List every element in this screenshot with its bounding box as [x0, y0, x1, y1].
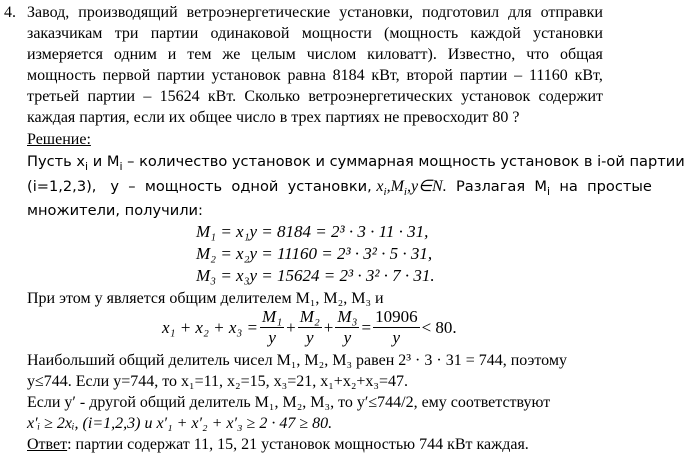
word: ветроэнергетические	[186, 4, 331, 21]
equation-m1: M₁ = x₁y = 8184 = 2³ · 3 · 11 · 31,	[196, 222, 429, 241]
word: установок	[461, 88, 531, 105]
word: кВт.	[207, 88, 237, 105]
y-case-line: y≤744. Если y=744, то x₁=11, x₂=15, x₃=21, x₁+x₂+x₃=47.	[27, 373, 409, 390]
word: равна	[287, 67, 326, 84]
word: –	[143, 88, 152, 105]
word: установок	[211, 67, 281, 84]
word: (мощность	[384, 25, 459, 42]
problem-line-6: каждая партия, если их общее число в трех партиях не превосходит 80 ?	[27, 109, 520, 126]
word: одинаковой	[210, 25, 290, 42]
problem-line-4	[27, 66, 603, 85]
word: Завод,	[27, 4, 70, 21]
answer-line	[27, 435, 529, 454]
word: три	[114, 25, 139, 42]
other-divisor-line-2: x′ᵢ ≥ 2xᵢ, (i=1,2,3) и x′₁ + x′₂ + x′₃ ≥ 2 · 47 ≥ 80.	[27, 415, 333, 432]
fraction-m2-over-y: $\frac{\text{M₂}}{y}$	[299, 307, 320, 347]
word: тем	[187, 46, 212, 63]
word: установки	[533, 25, 603, 42]
word: партии	[157, 67, 205, 84]
word: кВт,	[574, 67, 603, 84]
word: первой	[102, 67, 151, 84]
word: целым	[251, 46, 296, 63]
word: установки,	[339, 4, 414, 21]
word: 15624	[159, 88, 200, 105]
solution-intro-2: (i=1,2,3), y – мощность одной установки, $x_i,M_i,y\in N$. Разлагая $M_i$ на простые	[27, 178, 652, 199]
solution-intro-3: множители, получили:	[27, 202, 203, 219]
gcd-line: Наибольший общий делитель чисел M₁, M₂, M₃ равен 2³ · 3 · 31 = 744, поэтому	[27, 352, 567, 369]
word: заказчикам	[27, 25, 103, 42]
solution-heading: Решение:	[27, 131, 91, 148]
word: кВт,	[371, 67, 400, 84]
word: киловатт).	[367, 46, 437, 63]
word: содержит	[538, 88, 603, 105]
word: ветроэнергетических	[308, 88, 453, 105]
problem-line-1	[27, 3, 603, 22]
word: общая	[559, 46, 603, 63]
word: каждой	[470, 25, 521, 42]
word: что	[526, 46, 550, 63]
problem-line-3	[27, 45, 603, 64]
word: измеряется	[27, 46, 103, 63]
word: партии	[150, 25, 199, 42]
word: мощности	[301, 25, 372, 42]
word: мощность	[27, 67, 96, 84]
word: партии	[459, 67, 508, 84]
other-divisor-line: Если y′ - другой общий делитель M₁, M₂, M₃, то y′≤744/2, ему соответствуют	[27, 394, 551, 411]
word: отправки	[540, 4, 603, 21]
fraction-m3-over-y: $\frac{\text{M₃}}{y}$	[337, 307, 358, 347]
problem-number: 4.	[4, 4, 16, 21]
equation-m3: M₃ = x₃y = 15624 = 2³ · 3² · 7 · 31.	[196, 266, 435, 285]
word: Известно,	[447, 46, 516, 63]
word: же	[222, 46, 241, 63]
fraction-m1-over-y: $\frac{\text{M₁}}{y}$	[262, 307, 283, 347]
equation-m2: M₂ = x₂y = 11160 = 2³ · 3² · 5 · 31,	[196, 244, 433, 263]
solution-intro-1: Пусть $x_i$ и $M_i$ – количество установок и суммарная мощность установок в i-ой партии	[27, 153, 685, 173]
word: партии	[87, 88, 136, 105]
word: 11160	[528, 67, 568, 84]
common-divisor-line: При этом y является общим делителем M₁, M₂, M₃ и	[27, 290, 384, 307]
word: числом	[306, 46, 357, 63]
sum-equation: x₁ + x₂ + x₃ = $\frac{\text{M₁}}{y}$ + $\frac{\text{M₂}}{y}$ + $\frac{\text{M₃}}{y}$ = $\frac{10906}{y}$ < 80.	[162, 307, 457, 347]
word: для	[508, 4, 532, 21]
word: подготовил	[422, 4, 500, 21]
word: второй	[406, 67, 453, 84]
word: 8184	[332, 67, 365, 84]
word: одним	[113, 46, 157, 63]
answer-text: : партии содержат 11, 15, 21 установок мощностью 744 кВт каждая.	[67, 436, 529, 453]
word: –	[514, 67, 523, 84]
fraction-total-over-y: $\frac{10906}{y}$	[375, 307, 418, 347]
word: третьей	[27, 88, 80, 105]
word: производящий	[78, 4, 178, 21]
problem-line-2	[27, 24, 603, 43]
problem-line-5	[27, 87, 603, 106]
word: Сколько	[244, 88, 301, 105]
word: и	[167, 46, 177, 63]
answer-label: Ответ	[27, 436, 68, 453]
